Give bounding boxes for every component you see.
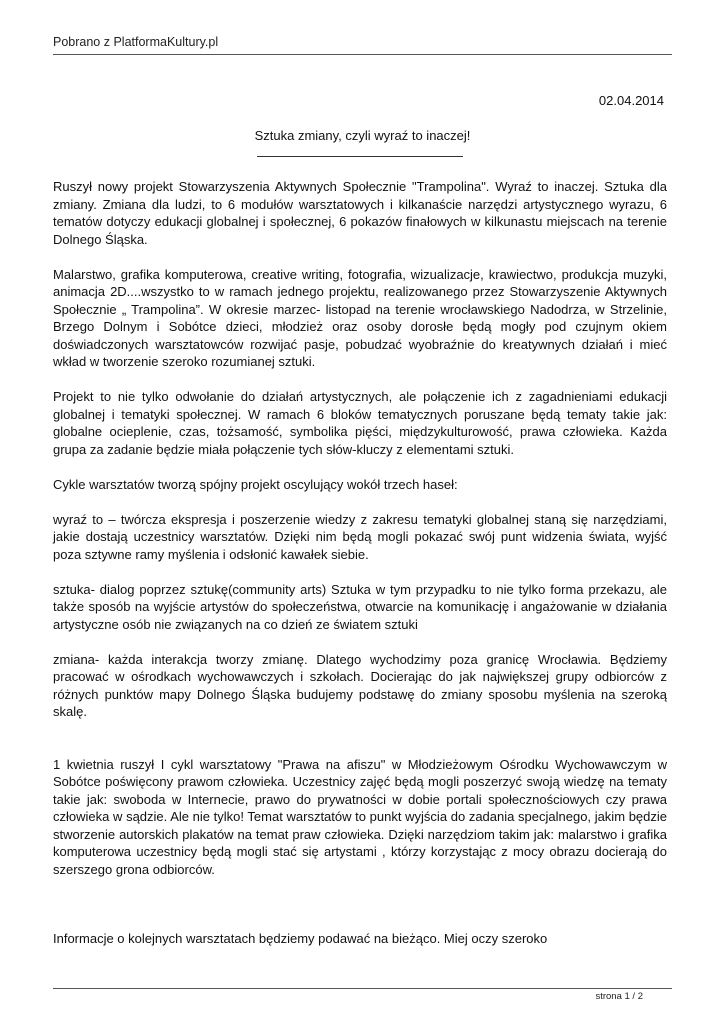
paragraph-wyraz-to: wyraź to – twórcza ekspresja i poszerzenie wiedzy z zakresu tematyki globalnej staną się narzędziami, jakie dostają uczestnicy warsztatów. Dzięki nim będą mogli pokazać swój punt widzenia świata, wyjść poza sztywne ramy myślenia i odsłonić kawałek siebie. <box>53 511 667 562</box>
title-underline <box>257 156 463 157</box>
footer-divider <box>53 988 672 989</box>
source-header: Pobrano z PlatformaKultury.pl <box>53 35 219 49</box>
article-date: 02.04.2014 <box>598 93 664 108</box>
paragraph-intro: Ruszył nowy projekt Stowarzyszenia Aktywnych Społecznie "Trampolina". Wyraź to inaczej. Sztuka dla zmiany. Zmiana dla ludzi, to 6 modułów warsztatowych i kilkanaście narzędzi artystycznego wyrazu, 6 tematów dotyczy edukacji globalnej i społecznej, 6 pokazów finałowych w kilkunastu miejscach na terenie Dolnego Śląska. <box>53 179 667 247</box>
page-number: strona 1 / 2 <box>595 991 643 1002</box>
paragraph-zmiana: zmiana- każda interakcja tworzy zmianę. Dlatego wychodzimy poza granicę Wrocławia. Będziemy pracować w ośrodkach wychowawczych i szkołach. Docierając do jak największej grupy odbiorców z różnych punktów mapy Dolnego Śląska budujemy podstawę do zmiany sposobu myślenia na szeroką skalę. <box>53 651 667 719</box>
header-divider <box>53 54 672 55</box>
paragraph-techniques: Malarstwo, grafika komputerowa, creative writing, fotografia, wizualizacje, krawiectwo, produkcja muzyki, animacja 2D....wszystko to w ramach jednego projektu, realizowanego przez Stowarzyszenie Aktywnych Społecznie „ Trampolina”. W okresie marzec- listopad na terenie wrocławskiego Nadodrza, w Strzelinie, Brzego Dolnym i Sobótce dzieci, młodzież oraz osoby dorosłe będą mogły pod czujnym okiem doświadczonych warsztatowców rozwijać pasje, pobudzać wyobraźnie do kreatywnych działań i mieć wkład w tworzenie szeroko rozumianej sztuki. <box>53 266 667 369</box>
paragraph-first-cycle: 1 kwietnia ruszył I cykl warsztatowy "Prawa na afiszu" w Młodzieżowym Ośrodku Wychowawczym w Sobótce poświęcony prawom człowieka. Uczestnicy zajęć będą mogli poszerzyć swoją wiedzę na tematy takie jak: swoboda w Internecie, prawo do prywatności w dobie portali społecznościowych czy prawa człowieka w sądzie. Ale nie tylko! Temat warsztatów to punkt wyjścia do zadania specjalnego, jakim będzie stworzenie autorskich plakatów na temat praw człowieka. Dzięki narzędziom takim jak: malarstwo i grafika komputerowa uczestnicy będą mogli stać się artystami , którzy korzystając z mocy obrazu docierają do szerszego grona odbiorców. <box>53 756 667 877</box>
paragraph-global-education: Projekt to nie tylko odwołanie do działań artystycznych, ale połączenie ich z zagadnieniami edukacji globalnej i tematyki społecznej. W ramach 6 bloków tematycznych poruszane będą tematy takie jak: globalne ocieplenie, czas, tożsamość, symbolika pięści, międzykulturowość, prawa człowieka. Każda grupa za zadanie będzie miała połączenie tych słów-kluczy z elementami sztuki. <box>53 389 667 457</box>
article-title: Sztuka zmiany, czyli wyraź to inaczej! <box>254 128 471 143</box>
article-body <box>53 178 667 965</box>
paragraph-slogans-intro: Cykle warsztatów tworzą spójny projekt oscylujący wokół trzech haseł: <box>53 476 458 492</box>
paragraph-more-info: Informacje o kolejnych warsztatach będziemy podawać na bieżąco. Miej oczy szeroko <box>53 931 548 946</box>
paragraph-sztuka: sztuka- dialog poprzez sztukę(community arts) Sztuka w tym przypadku to nie tylko forma przekazu, ale także sposób na wyjście artystów do społeczeństwa, otwarcie na komunikację i angażowanie w działania artystyczne osób nie związanych na co dzień ze światem sztuki <box>53 581 667 632</box>
